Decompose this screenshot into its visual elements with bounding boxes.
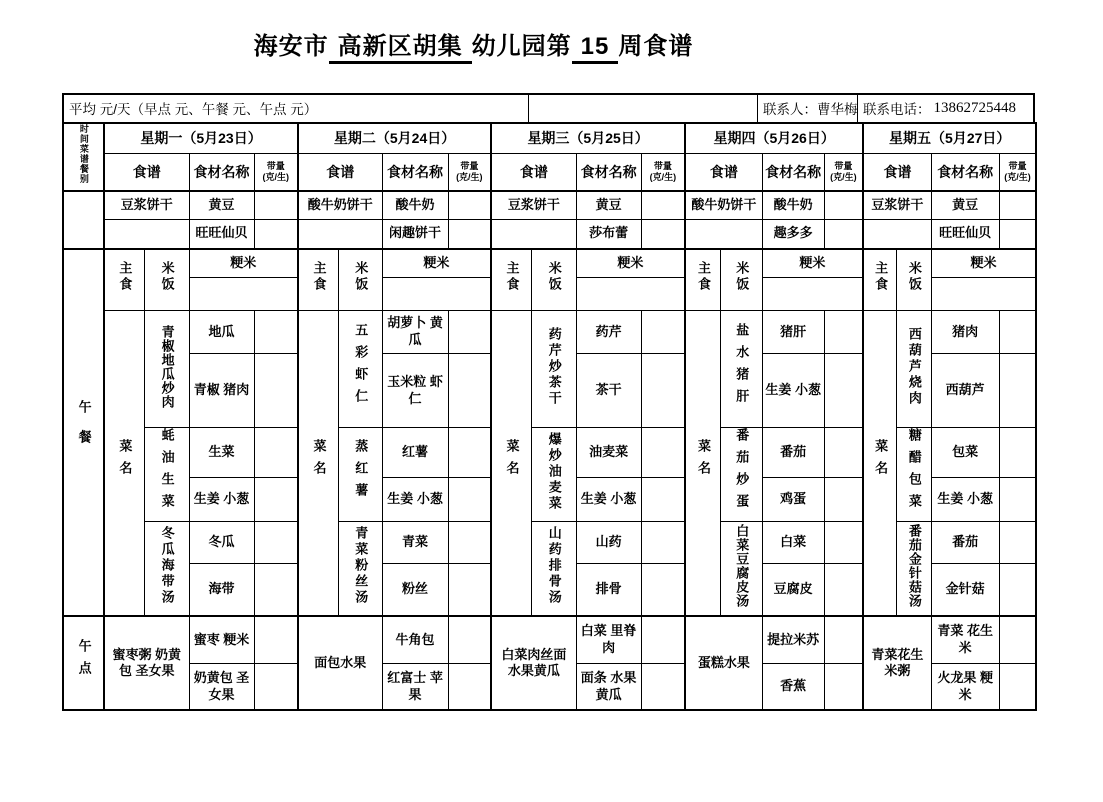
amount-cell [641, 428, 685, 478]
amount-cell [254, 191, 298, 220]
dish-name-text: 番茄金针菇汤 [906, 524, 922, 609]
dish-ingredient: 生姜 小葱 [576, 477, 641, 521]
ingredient-header: 食材名称 [576, 154, 641, 191]
amount-header-line1: 带量 [460, 161, 479, 172]
amount-cell [448, 477, 491, 521]
amount-header-line2: (克/生) [830, 171, 857, 182]
dish-name-text: 药芹炒茶干 [546, 326, 562, 407]
snack-label: 午点 [76, 639, 92, 684]
breakfast-recipe: 酸牛奶饼干 [298, 191, 382, 220]
dish-name [144, 311, 189, 428]
empty-cell [762, 278, 863, 311]
amount-cell [448, 521, 491, 563]
empty-cell [189, 278, 298, 311]
dish-name [144, 521, 189, 616]
empty-cell [931, 278, 1036, 311]
amount-cell [824, 616, 863, 663]
snack-recipe: 蛋糕水果 [685, 616, 762, 710]
empty-info-cell [528, 95, 757, 122]
amount-cell [254, 616, 298, 663]
dish-name-text: 山药排骨汤 [546, 526, 562, 607]
dish-ingredient: 生姜 小葱 [762, 354, 824, 428]
amount-header [824, 154, 863, 191]
breakfast-recipe: 豆浆饼干 [863, 191, 931, 220]
amount-cell [999, 428, 1036, 478]
empty-cell [576, 278, 685, 311]
amount-cell [824, 220, 863, 249]
dish-ingredient: 粉丝 [382, 563, 448, 616]
dish-name-text: 青菜粉丝汤 [353, 526, 369, 607]
empty-cell [104, 220, 189, 249]
amount-header-line2: (克/生) [1004, 171, 1031, 182]
dish-name-text: 青椒地瓜炒肉 [159, 324, 175, 409]
dish-ingredient: 红薯 [382, 428, 448, 478]
day-header: 星期一（5月23日） [104, 123, 298, 154]
dish-ingredient: 药芹 [576, 311, 641, 354]
amount-header [448, 154, 491, 191]
amount-header-line2: (克/生) [262, 171, 290, 182]
title-middle: 幼儿园第 [471, 33, 572, 60]
amount-header-line1: 带量 [266, 161, 285, 172]
dish-name [531, 521, 576, 616]
amount-cell [824, 663, 863, 710]
breakfast-recipe: 豆浆饼干 [104, 191, 189, 220]
staple-ingredient: 粳米 [931, 249, 1036, 278]
staple-label [491, 249, 531, 311]
dish-ingredient: 青菜 [382, 521, 448, 563]
rice-label-text: 米饭 [353, 261, 369, 294]
amount-header-line1: 带量 [1008, 161, 1027, 172]
dish-name-text: 爆炒油麦菜 [546, 432, 562, 513]
day-header: 星期二（5月24日） [298, 123, 491, 154]
corner-header [63, 123, 104, 191]
amount-cell [999, 663, 1036, 710]
snack-recipe: 青菜花生米粥 [863, 616, 931, 710]
amount-cell [999, 220, 1036, 249]
amount-cell [254, 311, 298, 354]
amount-cell [448, 428, 491, 478]
snack-ingredient: 面条 水果黄瓜 [576, 663, 641, 710]
dish-name-text: 蚝油生菜 [159, 428, 175, 517]
dish-name [531, 428, 576, 522]
dish-name [338, 311, 382, 428]
dish-ingredient: 金针菇 [931, 563, 999, 616]
lunch-label: 午餐 [76, 400, 92, 461]
snack-ingredient: 火龙果 粳米 [931, 663, 999, 710]
dish-name [720, 311, 762, 428]
page-title [62, 26, 1035, 64]
dish-name-text: 糖醋包菜 [906, 428, 922, 517]
staple-label-text: 主食 [504, 261, 520, 294]
dish-name-text: 白菜豆腐皮汤 [734, 524, 750, 609]
dish-ingredient: 豆腐皮 [762, 563, 824, 616]
dish-ingredient: 茶干 [576, 354, 641, 428]
dish-ingredient: 地瓜 [189, 311, 254, 354]
empty-cell [863, 220, 931, 249]
dish-names-label [491, 311, 531, 617]
snack-ingredient: 提拉米苏 [762, 616, 824, 663]
snack-recipe: 面包水果 [298, 616, 382, 710]
snack-ingredient: 蜜枣 粳米 [189, 616, 254, 663]
recipe-header: 食谱 [491, 154, 576, 191]
snack-ingredient: 香蕉 [762, 663, 824, 710]
average-cost-label: 平均 元/天（早点 元、午餐 元、午点 元） [69, 102, 318, 118]
snack-recipe: 蜜枣粥 奶黄包 圣女果 [104, 616, 189, 710]
rice-label-text: 米饭 [546, 261, 562, 294]
snack-recipe: 白菜肉丝面 水果黄瓜 [491, 616, 576, 710]
amount-cell [254, 663, 298, 710]
dish-name [896, 521, 931, 616]
ingredient-header: 食材名称 [762, 154, 824, 191]
staple-label-text: 主食 [873, 261, 889, 294]
amount-cell [641, 521, 685, 563]
contact-person: 联系人：曹华梅 [757, 95, 857, 122]
info-row [62, 93, 1035, 122]
breakfast-ingredient: 黄豆 [576, 191, 641, 220]
dish-names-label [863, 311, 896, 617]
dish-name-text: 番茄炒蛋 [734, 428, 750, 517]
rice-label [531, 249, 576, 311]
contact-phone [857, 95, 1033, 122]
snack-ingredient: 牛角包 [382, 616, 448, 663]
amount-cell [641, 354, 685, 428]
amount-cell [641, 220, 685, 249]
breakfast-ingredient: 黄豆 [189, 191, 254, 220]
ingredient-header: 食材名称 [931, 154, 999, 191]
dish-ingredient: 排骨 [576, 563, 641, 616]
breakfast-ingredient: 酸牛奶 [382, 191, 448, 220]
breakfast-ingredient: 趣多多 [762, 220, 824, 249]
amount-cell [448, 616, 491, 663]
amount-cell [448, 563, 491, 616]
dish-name-text: 五彩虾仁 [353, 322, 369, 411]
dish-name-text: 冬瓜海带汤 [159, 526, 175, 607]
staple-ingredient: 粳米 [189, 249, 298, 278]
dish-ingredient: 番茄 [931, 521, 999, 563]
corner-header-label: 时间菜谱餐别 [78, 124, 89, 185]
dish-name [144, 428, 189, 522]
recipe-header: 食谱 [104, 154, 189, 191]
phone-label: 联系电话： [863, 102, 931, 118]
amount-cell [254, 220, 298, 249]
breakfast-recipe: 酸牛奶饼干 [685, 191, 762, 220]
breakfast-ingredient: 旺旺仙贝 [189, 220, 254, 249]
breakfast-ingredient: 闲趣饼干 [382, 220, 448, 249]
recipe-header: 食谱 [685, 154, 762, 191]
snack-ingredient: 奶黄包 圣女果 [189, 663, 254, 710]
snack-ingredient: 白菜 里脊肉 [576, 616, 641, 663]
amount-header-line2: (克/生) [456, 171, 483, 182]
dish-ingredient: 猪肝 [762, 311, 824, 354]
rice-label-text: 米饭 [734, 261, 750, 294]
empty-cell [382, 278, 491, 311]
phone-number: 13862725448 [933, 99, 1016, 116]
amount-cell [824, 563, 863, 616]
rice-label [144, 249, 189, 311]
amount-cell [448, 354, 491, 428]
amount-cell [448, 220, 491, 249]
ingredient-header: 食材名称 [189, 154, 254, 191]
dish-name-text: 西葫芦烧肉 [906, 326, 922, 407]
amount-cell [254, 521, 298, 563]
ingredient-header: 食材名称 [382, 154, 448, 191]
dish-ingredient: 生姜 小葱 [382, 477, 448, 521]
dish-ingredient: 鸡蛋 [762, 477, 824, 521]
breakfast-ingredient: 旺旺仙贝 [931, 220, 999, 249]
amount-cell [999, 477, 1036, 521]
dish-names-label-text: 菜名 [873, 438, 889, 483]
breakfast-ingredient: 黄豆 [931, 191, 999, 220]
amount-cell [824, 311, 863, 354]
title-school-underlined: 高新区胡集 [329, 33, 472, 64]
amount-cell [999, 191, 1036, 220]
dish-ingredient: 番茄 [762, 428, 824, 478]
recipe-header: 食谱 [298, 154, 382, 191]
amount-header-line1: 带量 [653, 161, 672, 172]
dish-ingredient: 海带 [189, 563, 254, 616]
dish-name-text: 蒸红薯 [353, 439, 369, 506]
staple-label-text: 主食 [311, 261, 327, 294]
dish-name [338, 521, 382, 616]
menu-table [62, 122, 1037, 712]
amount-header-line1: 带量 [834, 161, 853, 172]
amount-header-line2: (克/生) [649, 171, 677, 182]
amount-cell [641, 616, 685, 663]
dish-ingredient: 青椒 猪肉 [189, 354, 254, 428]
dish-ingredient: 西葫芦 [931, 354, 999, 428]
amount-cell [999, 311, 1036, 354]
staple-label-text: 主食 [117, 261, 133, 294]
amount-cell [999, 354, 1036, 428]
staple-label-text: 主食 [696, 261, 712, 294]
recipe-header: 食谱 [863, 154, 931, 191]
dish-names-label-text: 菜名 [504, 438, 520, 483]
dish-ingredient: 生姜 小葱 [931, 477, 999, 521]
dish-ingredient: 山药 [576, 521, 641, 563]
dish-names-label [104, 311, 144, 617]
dish-name [720, 521, 762, 616]
amount-cell [999, 521, 1036, 563]
staple-ingredient: 粳米 [576, 249, 685, 278]
day-header: 星期三（5月25日） [491, 123, 685, 154]
snack-ingredient: 红富士 苹果 [382, 663, 448, 710]
amount-cell [448, 663, 491, 710]
dish-names-label [685, 311, 720, 617]
amount-cell [824, 191, 863, 220]
amount-cell [824, 477, 863, 521]
dish-ingredient: 油麦菜 [576, 428, 641, 478]
dish-name [338, 428, 382, 522]
meal-label-breakfast-empty [63, 191, 104, 249]
rice-label [720, 249, 762, 311]
dish-ingredient: 包菜 [931, 428, 999, 478]
title-prefix: 海安市 [253, 33, 329, 60]
dish-name [531, 311, 576, 428]
dish-names-label-text: 菜名 [696, 438, 712, 483]
title-week-number-underlined: 15 [572, 33, 619, 64]
rice-label-text: 米饭 [906, 261, 922, 294]
amount-header [641, 154, 685, 191]
meal-label-lunch [63, 249, 104, 617]
day-header: 星期五（5月27日） [863, 123, 1036, 154]
amount-cell [641, 663, 685, 710]
dish-name-text: 盐水猪肝 [734, 322, 750, 411]
staple-ingredient: 粳米 [762, 249, 863, 278]
amount-header [254, 154, 298, 191]
amount-cell [824, 354, 863, 428]
amount-cell [641, 477, 685, 521]
rice-label [896, 249, 931, 311]
staple-label [863, 249, 896, 311]
empty-cell [298, 220, 382, 249]
dish-ingredient: 玉米粒 虾仁 [382, 354, 448, 428]
amount-cell [448, 191, 491, 220]
amount-cell [999, 616, 1036, 663]
empty-cell [685, 220, 762, 249]
rice-label-text: 米饭 [159, 261, 175, 294]
amount-cell [254, 563, 298, 616]
dish-ingredient: 生姜 小葱 [189, 477, 254, 521]
amount-header [999, 154, 1036, 191]
dish-names-label [298, 311, 338, 617]
dish-ingredient: 白菜 [762, 521, 824, 563]
amount-cell [448, 311, 491, 354]
dish-ingredient: 猪肉 [931, 311, 999, 354]
snack-ingredient: 青菜 花生米 [931, 616, 999, 663]
staple-label [685, 249, 720, 311]
dish-ingredient: 冬瓜 [189, 521, 254, 563]
amount-cell [641, 563, 685, 616]
dish-ingredient: 生菜 [189, 428, 254, 478]
amount-cell [254, 428, 298, 478]
empty-cell [491, 220, 576, 249]
dish-ingredient: 胡萝卜 黄瓜 [382, 311, 448, 354]
day-header: 星期四（5月26日） [685, 123, 863, 154]
amount-cell [641, 311, 685, 354]
rice-label [338, 249, 382, 311]
dish-name [720, 428, 762, 522]
amount-cell [254, 477, 298, 521]
staple-label [104, 249, 144, 311]
dish-name [896, 311, 931, 428]
title-suffix: 周食谱 [618, 33, 694, 60]
breakfast-ingredient: 酸牛奶 [762, 191, 824, 220]
dish-name [896, 428, 931, 522]
staple-label [298, 249, 338, 311]
amount-cell [824, 428, 863, 478]
meal-label-snack [63, 616, 104, 710]
amount-cell [641, 191, 685, 220]
dish-names-label-text: 菜名 [311, 438, 327, 483]
breakfast-ingredient: 莎布蕾 [576, 220, 641, 249]
amount-cell [999, 563, 1036, 616]
staple-ingredient: 粳米 [382, 249, 491, 278]
amount-cell [254, 354, 298, 428]
dish-names-label-text: 菜名 [117, 438, 133, 483]
amount-cell [824, 521, 863, 563]
breakfast-recipe: 豆浆饼干 [491, 191, 576, 220]
